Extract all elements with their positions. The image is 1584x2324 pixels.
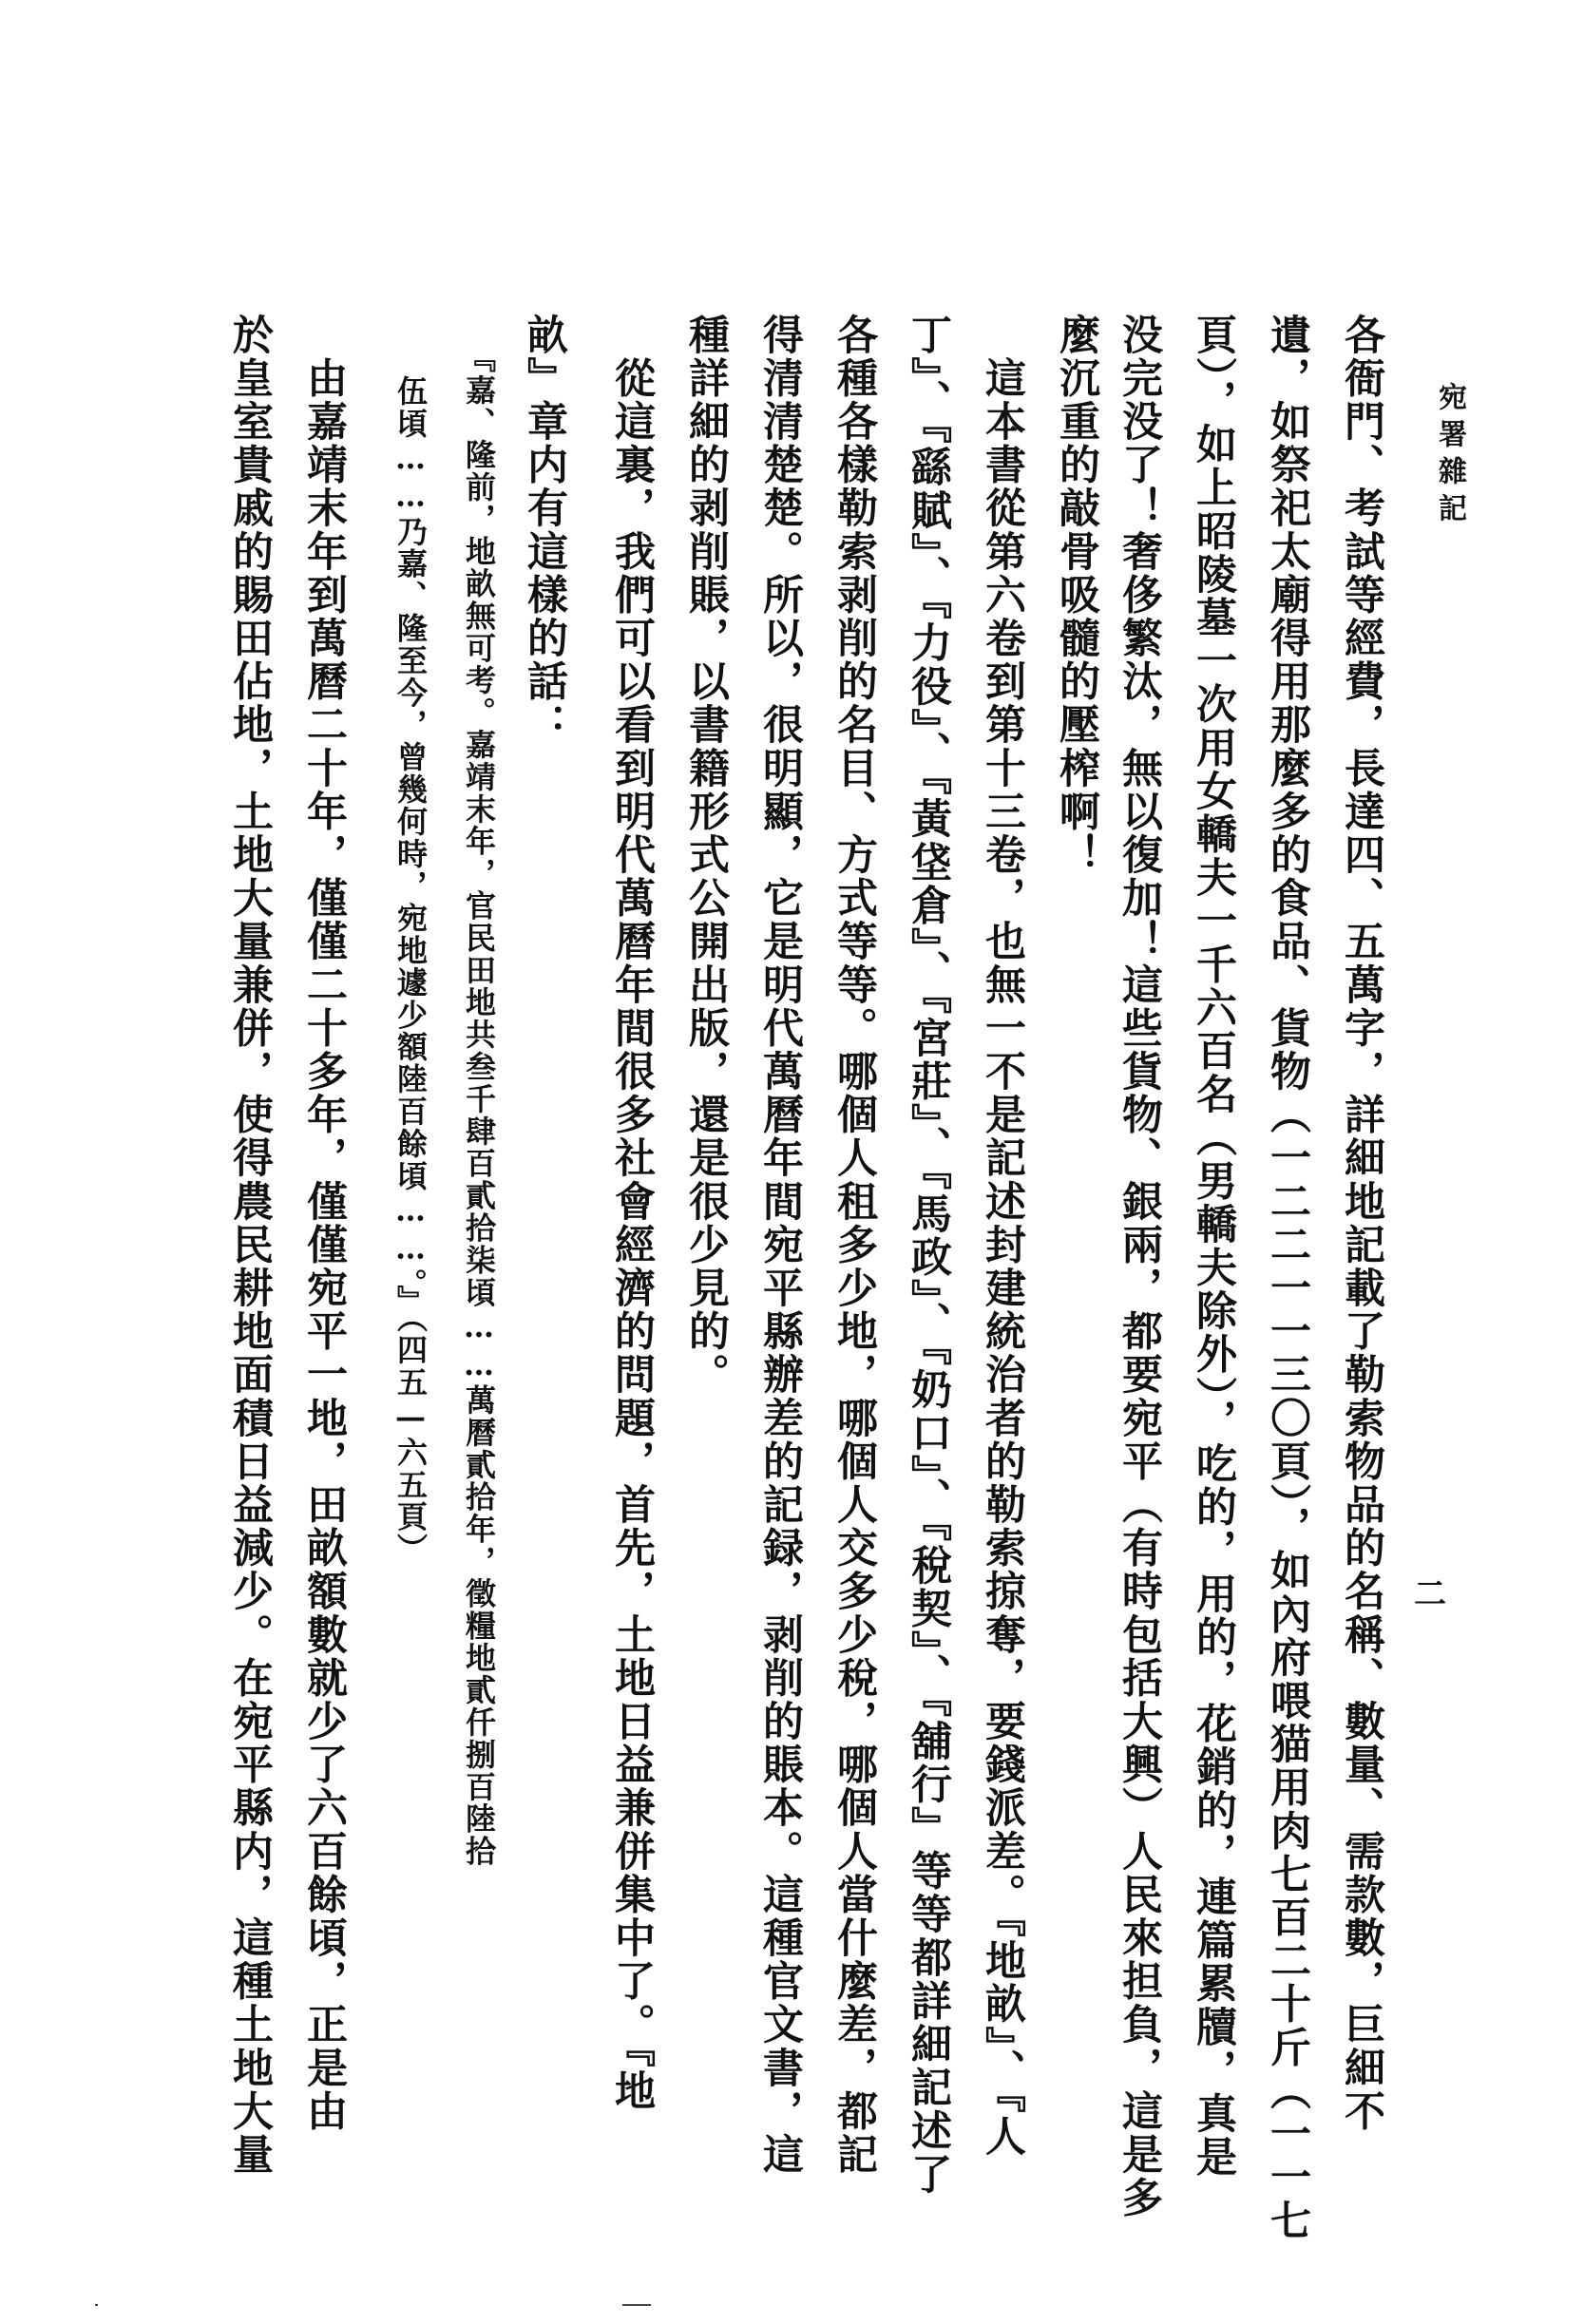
- text-column: 由嘉靖末年到萬曆二十年，僅僅二十多年，僅僅宛平一地，田畝額數就少了六百餘頃，正是由: [300, 314, 348, 2134]
- text-column: 從這裏，我們可以看到明代萬曆年間很多社會經濟的問題，首先，土地日益兼併集中了。『地: [608, 314, 656, 2113]
- page-number: 二: [1414, 1575, 1446, 1613]
- text-column: 丁』、『繇賦』、『力役』、『黃垡倉』、『宮莊』、『馬政』、『奶口』、『稅契』、『舖行』等等都詳細記述了: [905, 314, 952, 2197]
- text-column: 各衙門、考試等經費，長達四、五萬字，詳細地記載了勒索物品的名稱、數量、需款數，巨細不: [1338, 314, 1385, 2134]
- text-column: 這本書從第六卷到第十三卷，也無一不是記述封建統治者的勒索掠奪，要錢派差。『地畝』、『人: [979, 314, 1026, 2159]
- running-header: 宛署雜記: [1433, 382, 1466, 530]
- quote-column: 『嘉、隆前，地畝無可考。嘉靖末年，官民田地共叁千肆百貳拾柒頃……萬曆貳拾年，徵糧地貳仟捌百陸拾: [461, 342, 497, 1868]
- text-column: 於皇室貴戚的賜田佔地，土地大量兼併，使得農民耕地面積日益減少。在宛平縣内，這種土地大量: [226, 314, 274, 2177]
- text-column: 麼沉重的敲骨吸髓的壓榨啊！: [1053, 314, 1100, 877]
- text-column: 得清清楚楚。所以，很明顯，它是明代萬曆年間宛平縣辦差的記録，剥削的賬本。這種官文書，這: [756, 314, 804, 2177]
- text-column: 各種各樣勒索剥削的名目、方式等等。哪個人租多少地，哪個人交多少稅，哪個人當什麼差，都記: [830, 314, 878, 2177]
- text-column: 畝』章内有這樣的話：: [521, 314, 568, 747]
- text-column: 遺，如祭祀太廟得用那麼多的食品、貨物（一二二一一三〇頁），如內府喂猫用肉七百二十斤（一一七: [1264, 314, 1311, 2243]
- scan-mark: [95, 2304, 98, 2306]
- text-column: 種詳細的剥削賬，以書籍形式公開出版，還是很少見的。: [682, 314, 730, 1397]
- text-column: 没完没了！奢侈繁汰，無以復加！這些貨物、銀兩，都要宛平（有時包括大興）人民來担負，這是多: [1116, 314, 1163, 2220]
- quote-column: 伍頃……乃嘉、隆至今，曾幾何時，宛地遽少額陸百餘頃……。』（四五—六五頁）: [392, 375, 429, 1566]
- scan-mark: [622, 2304, 651, 2306]
- text-column: 頁），如上昭陵墓一次用女轎夫一千六百名（男轎夫除外），吃的，用的，花銷的，連篇累牘，真是: [1190, 314, 1237, 2180]
